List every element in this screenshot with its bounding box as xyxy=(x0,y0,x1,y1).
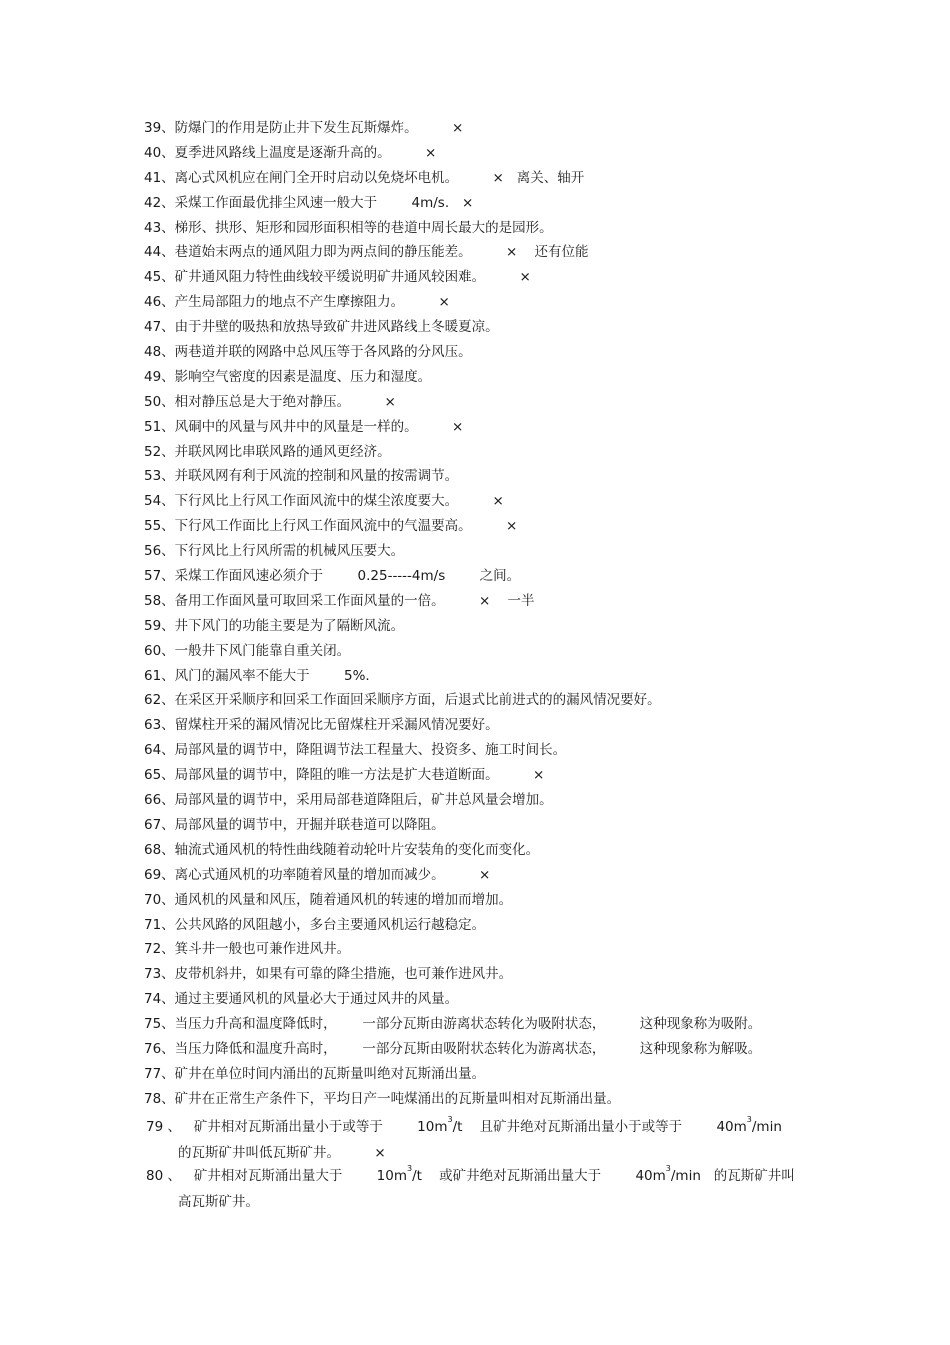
list-item: 74、通过主要通风机的风量必大于通过风井的风量。 xyxy=(144,991,459,1008)
list-item-79-line1: 79 、 矿井相对瓦斯涌出量小于或等于 $10m^3/t$ 且矿井绝对瓦斯涌出量小于或等于 $40m^3/\min$ xyxy=(146,1114,782,1135)
list-item: 58、备用工作面风量可取回采工作面风量的一倍。 × 一半 xyxy=(144,592,535,609)
list-item: 65、局部风量的调节中，降阻的唯一方法是扩大巷道断面。 × xyxy=(144,767,545,784)
list-item-79-line2: 的瓦斯矿井叫低瓦斯矿井。 × xyxy=(178,1145,386,1161)
list-item: 60、一般井下风门能靠自重关闭。 xyxy=(144,642,351,659)
list-item: 47、由于井壁的吸热和放热导致矿井进风路线上冬暖夏凉。 xyxy=(144,319,499,336)
list-item: 57、采煤工作面风速必须介于 0.25-----4m/s 之间。 xyxy=(144,568,521,585)
list-item: 71、公共风路的风阻越小，多台主要通风机运行越稳定。 xyxy=(144,916,486,933)
list-item: 45、矿井通风阻力特性曲线较平缓说明矿井通风较困难。 × xyxy=(144,269,531,286)
list-item: 78、矿井在正常生产条件下，平均日产一吨煤涌出的瓦斯量叫相对瓦斯涌出量。 xyxy=(144,1090,621,1107)
list-item: 61、风门的漏风率不能大于 5%. xyxy=(144,667,370,684)
list-item: 51、风硐中的风量与风井中的风量是一样的。 × xyxy=(144,418,464,435)
superscript: 3 xyxy=(447,1114,453,1124)
list-item: 59、井下风门的功能主要是为了隔断风流。 xyxy=(144,617,405,634)
list-item: 49、影响空气密度的因素是温度、压力和湿度。 xyxy=(144,368,432,385)
list-item: 55、下行风工作面比上行风工作面风流中的气温要高。 × xyxy=(144,518,518,535)
list-item: 54、下行风比上行风工作面风流中的煤尘浓度要大。 × xyxy=(144,493,504,510)
list-item-80-line1: 80 、 矿井相对瓦斯涌出量大于 $10m^3/t$ 或矿井绝对瓦斯涌出量大于 $40m^3/\min$ 的瓦斯矿井叫 xyxy=(146,1163,795,1184)
superscript: 3 xyxy=(665,1163,671,1173)
list-item: 63、留煤柱开采的漏风情况比无留煤柱开采漏风情况要好。 xyxy=(144,717,499,734)
list-item: 39、防爆门的作用是防止井下发生瓦斯爆炸。 × xyxy=(144,120,464,136)
list-item: 40、夏季进风路线上温度是逐渐升高的。 × xyxy=(144,144,437,161)
list-item: 64、局部风量的调节中，降阻调节法工程量大、投资多、施工时间长。 xyxy=(144,742,567,759)
list-item: 50、相对静压总是大于绝对静压。 × xyxy=(144,393,396,410)
list-item: 67、局部风量的调节中，开掘并联巷道可以降阻。 xyxy=(144,816,445,833)
list-item: 53、并联风网有利于风流的控制和风量的按需调节。 xyxy=(144,468,459,485)
list-item: 48、两巷道并联的网路中总风压等于各风路的分风压。 xyxy=(144,344,472,361)
superscript: 3 xyxy=(407,1163,413,1173)
list-item: 62、在采区开采顺序和回采工作面回采顺序方面，后退式比前进式的的漏风情况要好。 xyxy=(144,692,661,709)
list-item: 77、矿井在单位时间内涌出的瓦斯量叫绝对瓦斯涌出量。 xyxy=(144,1065,486,1082)
question-list xyxy=(144,116,824,1112)
list-item: 42、采煤工作面最优排尘风速一般大于 4m/s. × xyxy=(144,194,474,211)
list-item-80-line2: 高瓦斯矿井。 xyxy=(178,1194,259,1210)
list-item: 41、离心式风机应在闸门全开时启动以免烧坏电机。 × 离关、轴开 xyxy=(144,169,585,186)
list-item: 43、梯形、拱形、矩形和园形面积相等的巷道中周长最大的是园形。 xyxy=(144,219,553,236)
list-item: 76、当压力降低和温度升高时， 一部分瓦斯由吸附状态转化为游离状态， 这种现象称为解吸。 xyxy=(144,1040,762,1057)
list-item: 52、并联风网比串联风路的通风更经济。 xyxy=(144,443,391,460)
list-item: 68、轴流式通风机的特性曲线随着动轮叶片安装角的变化而变化。 xyxy=(144,841,540,858)
list-item: 44、巷道始末两点的通风阻力即为两点间的静压能差。 × 还有位能 xyxy=(144,244,589,261)
list-item-80 xyxy=(146,1163,826,1215)
list-item: 69、离心式通风机的功率随着风量的增加而减少。 × xyxy=(144,866,491,883)
list-item: 72、箕斗井一般也可兼作进风井。 xyxy=(144,941,351,958)
list-item: 73、皮带机斜井，如果有可靠的降尘措施，也可兼作进风井。 xyxy=(144,966,513,983)
list-item: 66、局部风量的调节中，采用局部巷道降阻后，矿井总风量会增加。 xyxy=(144,792,553,809)
list-item: 75、当压力升高和温度降低时， 一部分瓦斯由游离状态转化为吸附状态， 这种现象称为吸附。 xyxy=(144,1016,762,1033)
superscript: 3 xyxy=(746,1114,752,1124)
list-item: 56、下行风比上行风所需的机械风压要大。 xyxy=(144,543,405,560)
list-item: 46、产生局部阻力的地点不产生摩擦阻力。 × xyxy=(144,294,450,311)
list-item: 70、通风机的风量和风压，随着通风机的转速的增加而增加。 xyxy=(144,891,513,908)
list-item-79 xyxy=(146,1114,826,1166)
